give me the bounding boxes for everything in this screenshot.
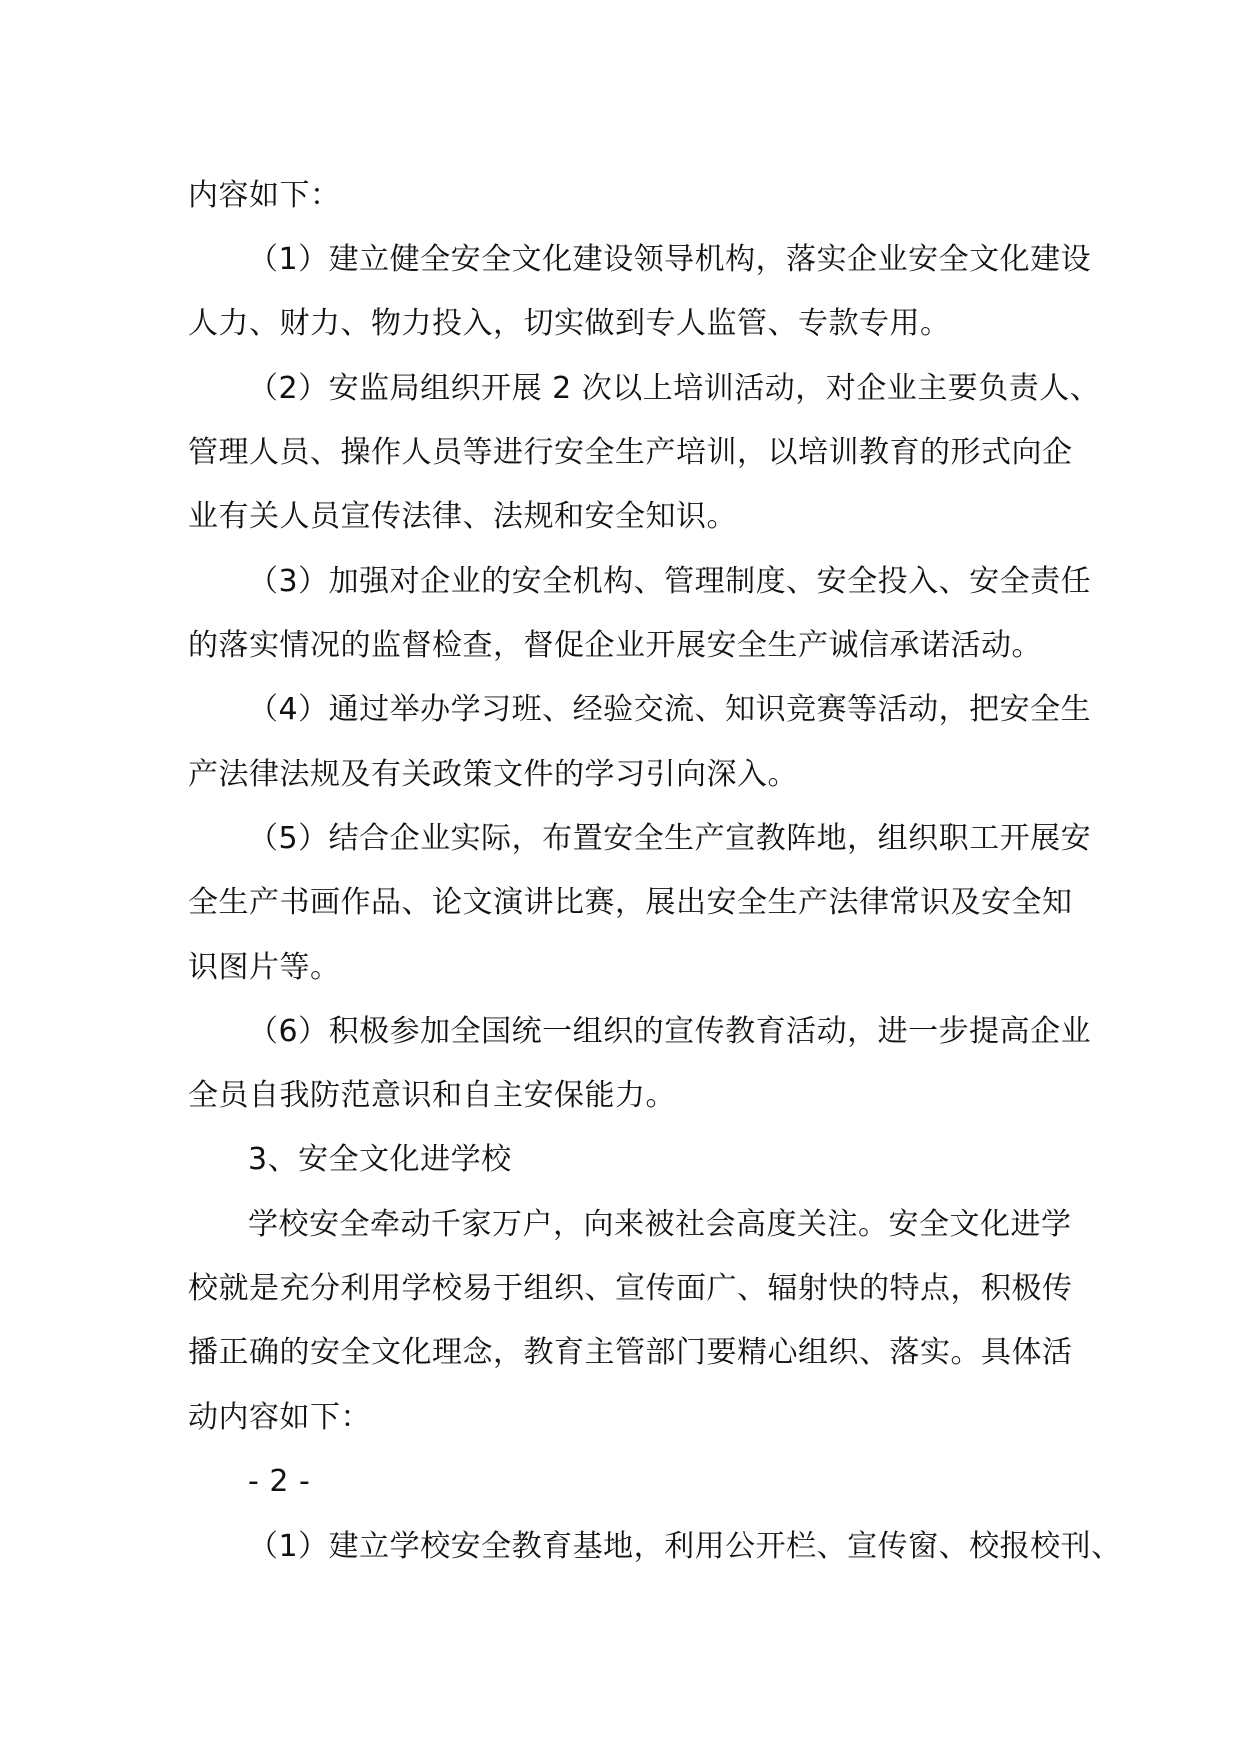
list-item-3: （3）加强对企业的安全机构、管理制度、安全投入、安全责任 xyxy=(248,564,1092,599)
text-line: 内容如下： xyxy=(188,178,341,213)
text-line: 全生产书画作品、论文演讲比赛，展出安全生产法律常识及安全知 xyxy=(188,885,1073,920)
text-line: 的落实情况的监督检查，督促企业开展安全生产诚信承诺活动。 xyxy=(188,628,1042,663)
text-line: 管理人员、操作人员等进行安全生产培训，以培训教育的形式向企 xyxy=(188,435,1073,470)
text-line: 识图片等。 xyxy=(188,950,341,985)
text-line: 播正确的安全文化理念，教育主管部门要精心组织、落实。具体活 xyxy=(188,1335,1073,1370)
text-line: 产法律法规及有关政策文件的学习引向深入。 xyxy=(188,757,798,792)
list-item-1: （1）建立学校安全教育基地，利用公开栏、宣传窗、校报校刊、 xyxy=(248,1529,1122,1564)
section-heading: 3、安全文化进学校 xyxy=(248,1142,512,1177)
list-item-4: （4）通过举办学习班、经验交流、知识竞赛等活动，把安全生 xyxy=(248,692,1092,727)
list-item-2: （2）安监局组织开展 2 次以上培训活动，对企业主要负责人、 xyxy=(248,371,1101,406)
list-item-1: （1）建立健全安全文化建设领导机构，落实企业安全文化建设 xyxy=(248,242,1092,277)
text-line: 全员自我防范意识和自主安保能力。 xyxy=(188,1078,676,1113)
list-item-5: （5）结合企业实际，布置安全生产宣教阵地，组织职工开展安 xyxy=(248,821,1092,856)
text-line: 人力、财力、物力投入，切实做到专人监管、专款专用。 xyxy=(188,306,951,341)
list-item-6: （6）积极参加全国统一组织的宣传教育活动，进一步提高企业 xyxy=(248,1014,1092,1049)
text-line: 动内容如下： xyxy=(188,1400,371,1435)
text-line: 业有关人员宣传法律、法规和安全知识。 xyxy=(188,499,737,534)
paragraph-start: 学校安全牵动千家万户，向来被社会高度关注。安全文化进学 xyxy=(248,1207,1072,1242)
text-line: 校就是充分利用学校易于组织、宣传面广、辐射快的特点，积极传 xyxy=(188,1271,1073,1306)
page-number: - 2 - xyxy=(248,1464,311,1499)
